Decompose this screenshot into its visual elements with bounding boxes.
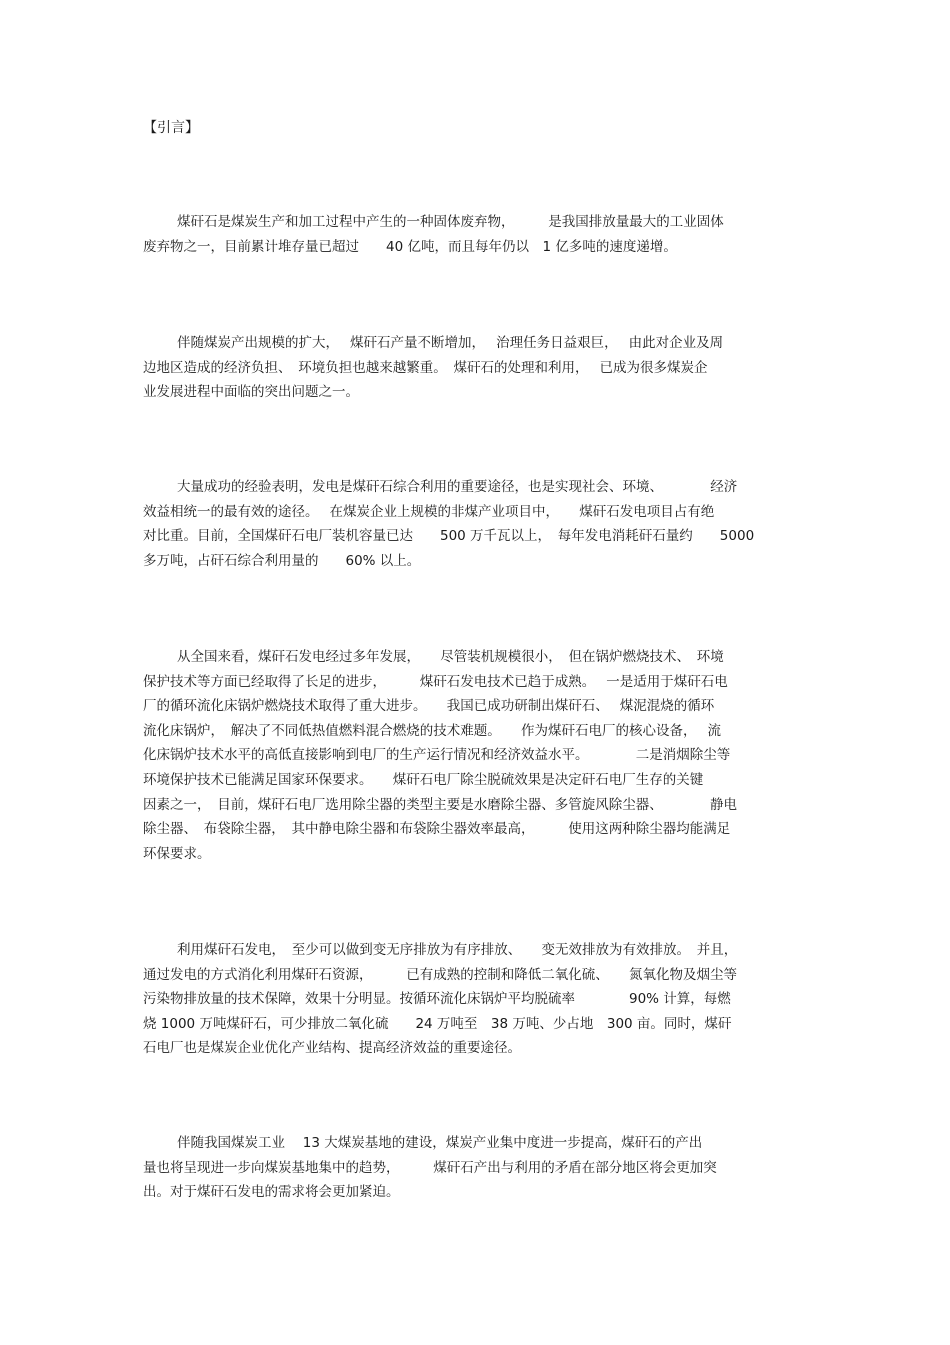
paragraph-line: 对比重。目前，全国煤矸石电厂装机容量已达 500 万千瓦以上， 每年发电消耗矸石量约 5000 [143,528,755,545]
paragraph-line: 效益相统一的最有效的途径。 在煤炭企业上规模的非煤产业项目中， 煤矸石发电项目占有绝 [143,503,715,520]
paragraph-line: 化床锅炉技术水平的高低直接影响到电厂的生产运行情况和经济效益水平。 二是消烟除尘等 [143,747,731,764]
paragraph-line: 环境保护技术已能满足国家环保要求。 煤矸石电厂除尘脱硫效果是决定矸石电厂生存的关键 [143,771,704,788]
paragraph-line: 量也将呈现进一步向煤炭基地集中的趋势， 煤矸石产出与利用的矛盾在部分地区将会更加突 [143,1159,717,1176]
paragraph-4 [143,645,805,866]
paragraph-line: 流化床锅炉， 解决了不同低热值燃料混合燃烧的技术难题。 作为煤矸石电厂的核心设备， 流 [143,722,722,739]
paragraph-line: 从全国来看，煤矸石发电经过多年发展， 尽管装机规模很小， 但在锅炉燃烧技术、 环境 [177,649,724,665]
paragraph-line: 除尘器、 布袋除尘器， 其中静电除尘器和布袋除尘器效率最高， 使用这两种除尘器均能满足 [143,821,731,838]
paragraph-line: 保护技术等方面已经取得了长足的进步， 煤矸石发电技术已趋于成熟。 一是适用于煤矸石电 [143,673,728,690]
paragraph-line: 煤矸石是煤炭生产和加工过程中产生的一种固体废弃物， 是我国排放量最大的工业固体 [177,214,724,230]
paragraph-line: 因素之一， 目前，煤矸石电厂选用除尘器的类型主要是水磨除尘器、多管旋风除尘器、 静电 [143,796,737,813]
paragraph-1 [143,210,805,259]
paragraph-line: 利用煤矸石发电， 至少可以做到变无序排放为有序排放、 变无效排放为有效排放。 并且， [177,942,738,958]
paragraph-3 [143,475,805,573]
paragraph-5 [143,938,805,1061]
paragraph-line: 厂的循环流化床锅炉燃烧技术取得了重大进步。 我国已成功研制出煤矸石、 煤泥混烧的循环 [143,698,715,715]
paragraph-line: 烧 1000 万吨煤矸石，可少排放二氧化硫 24 万吨至 38 万吨、少占地 300 亩。同时，煤矸 [143,1015,732,1032]
paragraph-line: 边地区造成的经济负担、 环境负担也越来越繁重。 煤矸石的处理和利用， 已成为很多煤炭企 [143,359,708,376]
paragraph-line: 废弃物之一，目前累计堆存量已超过 40 亿吨，而且每年仍以 1 亿多吨的速度递增。 [143,238,677,255]
section-heading: 【引言】 [143,120,199,136]
paragraph-2 [143,331,805,405]
paragraph-line: 出。对于煤矸石发电的需求将会更加紧迫。 [143,1184,400,1201]
paragraph-6 [143,1131,805,1205]
paragraph-line: 大量成功的经验表明，发电是煤矸石综合利用的重要途径，也是实现社会、环境、 经济 [177,479,738,495]
paragraph-line: 石电厂也是煤炭企业优化产业结构、提高经济效益的重要途径。 [143,1040,521,1057]
paragraph-line: 多万吨，占矸石综合利用量的 60% 以上。 [143,552,421,569]
paragraph-line: 污染物排放量的技术保障，效果十分明显。按循环流化床锅炉平均脱硫率 90% 计算，每燃 [143,991,731,1008]
paragraph-line: 伴随我国煤炭工业 13 大煤炭基地的建设，煤炭产业集中度进一步提高，煤矸石的产出 [177,1135,703,1151]
paragraph-line: 业发展进程中面临的突出问题之一。 [143,384,359,401]
paragraph-line: 通过发电的方式消化利用煤矸石资源， 已有成熟的控制和降低二氧化硫、 氮氧化物及烟尘等 [143,966,737,983]
paragraph-line: 环保要求。 [143,845,211,862]
paragraph-line: 伴随煤炭产出规模的扩大， 煤矸石产量不断增加， 治理任务日益艰巨， 由此对企业及周 [177,335,724,351]
